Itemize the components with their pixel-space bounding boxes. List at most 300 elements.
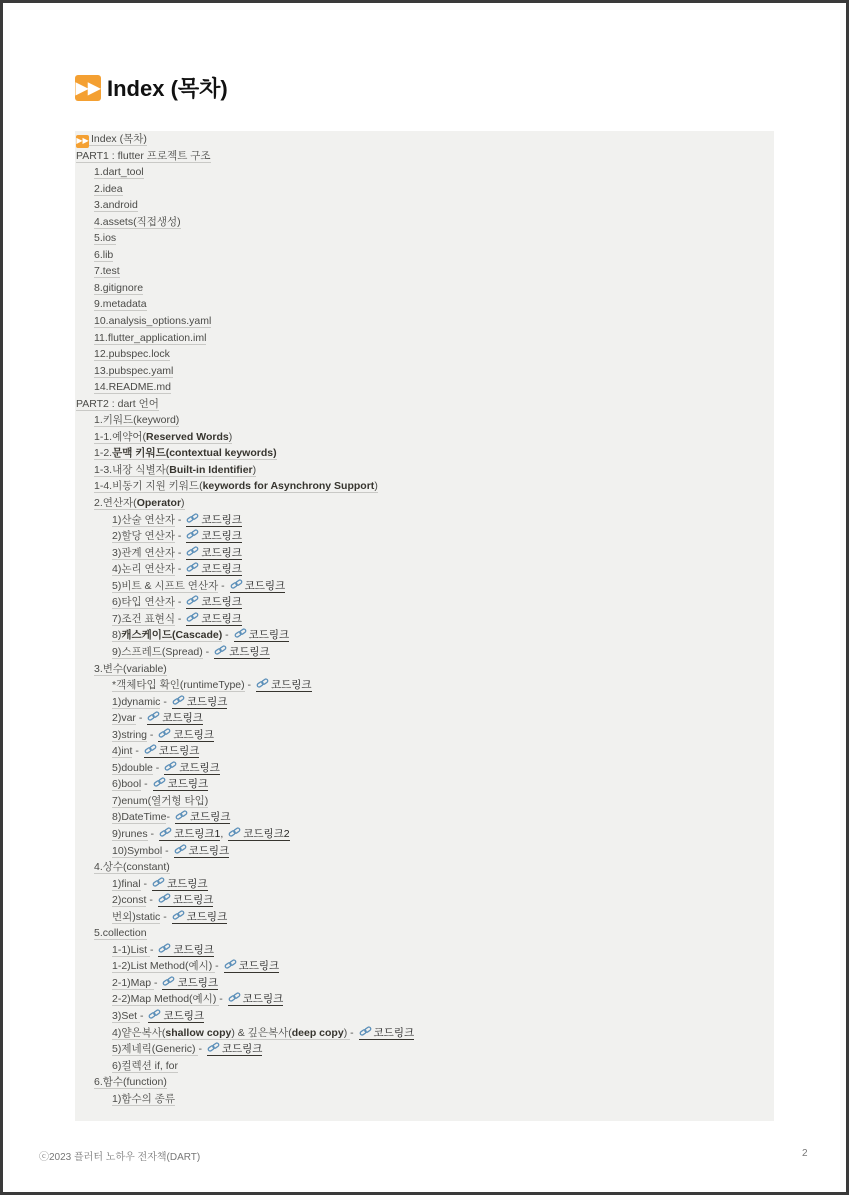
code-link-label: 코드링크 <box>173 728 214 741</box>
toc-item[interactable] <box>75 346 774 363</box>
toc-item-label: 6.lib <box>94 248 114 261</box>
toc-item[interactable] <box>75 826 774 843</box>
page-title <box>75 72 228 103</box>
code-link[interactable] <box>162 977 218 990</box>
toc-item[interactable] <box>75 627 774 644</box>
code-link-label: 코드링크 <box>201 596 242 609</box>
separator: - <box>222 629 232 642</box>
link-icon <box>172 695 185 706</box>
toc-item[interactable] <box>75 958 774 975</box>
link-icon <box>175 810 188 821</box>
toc-item-label: 2)const <box>112 894 147 907</box>
toc-item-link[interactable] <box>94 348 170 361</box>
fast-forward-icon: ▶▶ <box>75 75 101 101</box>
toc-item-link[interactable] <box>112 1027 350 1040</box>
code-link[interactable] <box>186 596 242 609</box>
toc-item[interactable] <box>75 296 774 313</box>
toc-item-label: 9)runes <box>112 827 148 840</box>
code-link[interactable] <box>234 629 290 642</box>
toc-item-label: 3)string <box>112 728 148 741</box>
toc-item-label: 2.연산자( <box>94 497 137 510</box>
link-icon <box>359 1026 372 1037</box>
toc-item-link[interactable] <box>112 894 146 907</box>
toc-item-label: 8) <box>112 629 122 642</box>
toc-item[interactable] <box>75 528 774 545</box>
separator: - <box>219 993 226 1006</box>
link-icon <box>214 645 227 656</box>
toc-item-suffix: ) <box>343 1026 351 1039</box>
toc-item-link[interactable] <box>76 150 211 163</box>
toc-item-link[interactable] <box>94 199 138 212</box>
toc-item-label: 1.키워드(keyword) <box>94 414 180 427</box>
toc-item-link[interactable] <box>112 762 153 775</box>
toc-item[interactable] <box>75 594 774 611</box>
separator: - <box>244 679 254 692</box>
separator: - <box>147 728 157 741</box>
code-link-label: 코드링크 <box>172 894 214 907</box>
toc-item[interactable] <box>75 925 774 942</box>
separator: - <box>174 530 185 543</box>
toc-item-label: 7)조건 표현식 <box>112 612 175 625</box>
code-link-label: 코드링크 <box>163 1009 205 1022</box>
toc-item[interactable] <box>75 396 774 413</box>
code-link-label: 코드링크1 <box>173 827 221 840</box>
footer-copyright: ⓒ2023 플러터 노하우 전자책(DART) <box>39 1152 201 1163</box>
code-link[interactable] <box>224 960 280 973</box>
toc-item-label: 1)함수의 종류 <box>112 1092 175 1105</box>
link-icon <box>158 728 171 739</box>
toc-item[interactable] <box>75 330 774 347</box>
code-link-label: 코드링크 <box>158 745 200 758</box>
separator: - <box>147 827 157 840</box>
separator: - <box>174 513 185 526</box>
toc-item-link[interactable] <box>94 431 232 444</box>
toc-item-label: 1-1)List <box>112 943 150 956</box>
separator: - <box>174 612 185 625</box>
link-icon <box>186 562 199 573</box>
toc-item-link[interactable] <box>112 878 141 891</box>
toc-item[interactable] <box>75 280 774 297</box>
toc-item-link[interactable] <box>94 315 211 328</box>
link-icon <box>174 844 187 855</box>
toc-item[interactable] <box>75 909 774 926</box>
toc-item-bold: Built-in Identifier <box>169 463 253 476</box>
page-number: 2 <box>802 1148 808 1159</box>
toc-item-suffix: ) <box>374 480 378 493</box>
code-link-label: 코드링크 <box>201 546 242 559</box>
toc-item-link[interactable] <box>94 166 144 179</box>
toc-item[interactable] <box>75 760 774 777</box>
toc-item-link[interactable] <box>112 960 215 973</box>
toc-item[interactable] <box>75 743 774 760</box>
code-link[interactable] <box>175 811 231 824</box>
link-icon <box>158 893 171 904</box>
toc-item-link[interactable] <box>112 911 160 924</box>
toc-item-link[interactable] <box>94 464 256 477</box>
toc-item-label: 2)var <box>112 712 136 725</box>
separator: - <box>174 546 185 559</box>
toc-item-link[interactable] <box>94 381 171 394</box>
code-link[interactable] <box>153 778 209 791</box>
code-link-label: 코드링크 <box>186 910 228 923</box>
toc-item-link[interactable] <box>112 613 175 626</box>
separator: - <box>174 563 185 576</box>
code-link-label: 코드링크 <box>173 943 214 956</box>
code-link[interactable] <box>214 646 270 659</box>
toc-item-label: 4)얕은복사( <box>112 1026 166 1039</box>
code-link[interactable] <box>186 613 242 626</box>
link-icon <box>162 976 175 987</box>
separator: - <box>135 712 146 725</box>
toc-item-label: 4)논리 연산자 <box>112 563 175 576</box>
toc-item-link[interactable] <box>112 1010 140 1023</box>
toc-item-label: 10)Symbol <box>112 844 163 857</box>
toc-item-suffix: ) <box>252 463 257 476</box>
toc-item-label: 13.pubspec.yaml <box>94 364 174 377</box>
toc-item-label: 2-1)Map <box>112 976 155 989</box>
toc-item-link[interactable] <box>94 282 143 295</box>
toc-item-label: 4.assets(직접생성) <box>94 215 181 228</box>
toc-item[interactable] <box>75 942 774 959</box>
toc-item[interactable] <box>75 379 774 396</box>
toc-item[interactable] <box>75 512 774 529</box>
toc-item-label: 5)비트 & 시프트 연산자 <box>112 579 219 592</box>
link-icon <box>228 827 241 838</box>
toc-item-label: 1-1.예약어( <box>94 430 147 443</box>
toc-item-link[interactable] <box>112 514 175 527</box>
toc-item-label: 3)관계 연산자 <box>112 546 175 559</box>
toc-item-label: 8)DateTime <box>112 811 167 824</box>
toc-item[interactable] <box>75 1091 774 1108</box>
toc-item[interactable] <box>75 478 774 495</box>
toc-item[interactable] <box>75 1058 774 1075</box>
toc-item-link[interactable] <box>112 712 136 725</box>
toc-item[interactable] <box>75 809 774 826</box>
link-icon <box>234 628 247 639</box>
toc-item[interactable] <box>75 429 774 446</box>
code-link-label: 코드링크 <box>244 579 286 592</box>
toc-item[interactable] <box>75 710 774 727</box>
separator: - <box>198 1043 205 1056</box>
separator: - <box>174 596 185 609</box>
link-icon <box>230 579 243 590</box>
toc-item-link[interactable] <box>112 530 175 543</box>
toc-item-link[interactable] <box>94 298 147 311</box>
toc-item-link[interactable] <box>94 265 120 278</box>
toc-item[interactable] <box>75 263 774 280</box>
link-icon <box>148 1009 161 1020</box>
code-link[interactable] <box>228 993 284 1006</box>
toc-item-link[interactable] <box>112 944 150 957</box>
toc-item-link[interactable] <box>112 1060 178 1073</box>
toc-item-link[interactable] <box>112 845 162 858</box>
toc-item-link[interactable] <box>112 629 222 642</box>
toc-item[interactable] <box>75 578 774 595</box>
code-link[interactable] <box>174 845 230 858</box>
toc-item-bold: shallow copy <box>165 1026 232 1039</box>
separator: - <box>140 877 150 890</box>
toc-item[interactable] <box>75 694 774 711</box>
toc-item[interactable] <box>75 843 774 860</box>
toc-item-link[interactable] <box>94 216 181 229</box>
link-icon <box>153 777 166 788</box>
link-icon <box>186 546 199 557</box>
code-link[interactable] <box>186 514 242 527</box>
toc-item-label: 5.collection <box>94 927 147 940</box>
toc-item-link[interactable] <box>112 679 245 692</box>
toc-item-link[interactable] <box>94 861 170 874</box>
link-icon <box>158 943 171 954</box>
code-link[interactable] <box>152 878 208 891</box>
toc-item-bold: Operator <box>136 497 182 510</box>
toc-item-suffix: ) & 깊은복사( <box>231 1026 292 1039</box>
code-link-label: 코드링크 <box>221 1043 263 1056</box>
code-link[interactable] <box>359 1027 415 1040</box>
toc-item-label: 6)컬렉션 if, for <box>112 1059 179 1072</box>
link-icon <box>256 678 269 689</box>
toc-item[interactable] <box>75 164 774 181</box>
link-icon <box>172 910 185 921</box>
toc-item-link[interactable] <box>112 547 175 560</box>
toc-item[interactable] <box>75 1041 774 1058</box>
code-link-label: 코드링크 <box>201 563 242 576</box>
toc-item[interactable] <box>75 313 774 330</box>
toc-item-link[interactable] <box>94 497 185 510</box>
toc-item[interactable] <box>75 230 774 247</box>
toc-item-label: 6.함수(function) <box>94 1076 167 1089</box>
toc-item-label: 1)final <box>112 877 141 890</box>
toc-item[interactable] <box>75 131 774 148</box>
code-link[interactable] <box>207 1043 263 1056</box>
code-link[interactable] <box>186 563 242 576</box>
toc-item-label: 번외)static <box>112 910 161 923</box>
toc-item-link[interactable] <box>76 133 147 146</box>
toc-item-link[interactable] <box>94 1076 167 1089</box>
toc-item-bold: keywords for Asynchrony Support <box>202 480 375 493</box>
toc-item-link[interactable] <box>112 596 175 609</box>
code-link[interactable] <box>230 580 286 593</box>
toc-item[interactable] <box>75 611 774 628</box>
code-link-label: 코드링크 <box>242 993 284 1006</box>
toc-item[interactable] <box>75 445 774 462</box>
toc-item[interactable] <box>75 214 774 231</box>
code-link[interactable] <box>172 696 228 709</box>
link-icon <box>159 827 172 838</box>
toc-item[interactable] <box>75 661 774 678</box>
code-link[interactable] <box>158 729 214 742</box>
link-icon <box>144 744 157 755</box>
toc-item-link[interactable] <box>112 563 175 576</box>
toc-item-link[interactable] <box>112 745 132 758</box>
toc-item[interactable] <box>75 859 774 876</box>
code-link-label: 코드링크 <box>201 612 242 625</box>
code-link-label: 코드링크 <box>166 877 208 890</box>
toc-item[interactable] <box>75 975 774 992</box>
toc-item-label: 11.flutter_application.iml <box>94 331 207 344</box>
separator: - <box>215 960 222 973</box>
toc-item[interactable] <box>75 1025 774 1042</box>
toc-item-label: 2)할당 연산자 <box>112 530 175 543</box>
separator: - <box>132 745 142 758</box>
toc-item[interactable] <box>75 1008 774 1025</box>
toc-item-link[interactable] <box>112 977 154 990</box>
toc-item-label: 1-2. <box>94 447 113 460</box>
toc-item-label: 1)산술 연산자 <box>112 513 175 526</box>
link-icon <box>186 529 199 540</box>
separator: - <box>202 645 213 658</box>
code-link-label: 코드링크 <box>177 976 219 989</box>
separator: - <box>218 579 228 592</box>
toc-item-label: 14.README.md <box>94 381 172 394</box>
separator: - <box>160 910 170 923</box>
toc-item[interactable] <box>75 462 774 479</box>
toc-item-label: 5)제네릭(Generic) <box>112 1043 199 1056</box>
toc-item-link[interactable] <box>112 1093 175 1106</box>
code-link[interactable] <box>158 894 214 907</box>
toc-item[interactable] <box>75 991 774 1008</box>
fast-forward-icon: ▶▶ <box>76 135 89 148</box>
toc-item[interactable] <box>75 727 774 744</box>
toc-item-label: 9)스프레드(Spread) <box>112 645 203 658</box>
toc-item[interactable] <box>75 876 774 893</box>
separator: - <box>350 1026 357 1039</box>
toc-item-link[interactable] <box>94 447 277 460</box>
toc-item-link[interactable] <box>94 663 167 676</box>
separator: - <box>140 1009 147 1022</box>
code-link[interactable] <box>172 911 228 924</box>
code-link[interactable] <box>144 745 200 758</box>
toc-item-link[interactable] <box>76 398 159 411</box>
toc-item-bold: deep copy <box>291 1026 344 1039</box>
toc-item-link[interactable] <box>112 795 208 808</box>
separator: - <box>149 943 157 956</box>
code-link[interactable] <box>147 712 203 725</box>
toc-item-link[interactable] <box>112 811 166 824</box>
toc-item-link[interactable] <box>94 414 179 427</box>
toc-item-link[interactable] <box>112 993 219 1006</box>
toc-item[interactable] <box>75 247 774 264</box>
toc-item-label: PART1 : flutter 프로젝트 구조 <box>76 149 211 162</box>
separator: - <box>152 761 163 774</box>
toc-item-label: 4)int <box>112 745 133 758</box>
toc-item-label: 1-3.내장 식별자( <box>94 463 170 476</box>
code-link[interactable] <box>164 762 220 775</box>
toc-item-label: 10.analysis_options.yaml <box>94 315 212 328</box>
toc-item[interactable] <box>75 644 774 661</box>
code-link-label: 코드링크 <box>270 679 312 692</box>
code-link[interactable] <box>148 1010 204 1023</box>
toc-item[interactable] <box>75 363 774 380</box>
link-icon <box>186 513 199 524</box>
toc-item-link[interactable] <box>112 696 160 709</box>
toc-item[interactable] <box>75 181 774 198</box>
toc-item[interactable] <box>75 892 774 909</box>
toc-item[interactable] <box>75 677 774 694</box>
toc-item-link[interactable] <box>94 332 206 345</box>
toc-item-label: 3.android <box>94 199 138 212</box>
toc-item-link[interactable] <box>112 828 148 841</box>
link-icon <box>186 612 199 623</box>
link-icon <box>164 761 177 772</box>
code-link-label: 코드링크2 <box>243 827 290 840</box>
toc-item-link[interactable] <box>112 580 218 593</box>
code-link[interactable] <box>158 944 214 957</box>
toc-item-label: 3.변수(variable) <box>94 662 167 675</box>
toc-item-link[interactable] <box>94 365 173 378</box>
link-icon <box>186 595 199 606</box>
toc-item-suffix: ) <box>228 430 233 443</box>
toc-item-label: 9.metadata <box>94 298 147 311</box>
code-link[interactable] <box>186 530 242 543</box>
code-link-label: 코드링크 <box>373 1026 415 1039</box>
link-icon <box>207 1042 220 1053</box>
toc-item[interactable] <box>75 1074 774 1091</box>
toc-item-label: 4.상수(constant) <box>94 861 170 874</box>
toc-item-label: PART2 : dart 언어 <box>76 397 159 410</box>
toc-item-label: 3)Set <box>112 1009 141 1022</box>
separator: - <box>154 976 161 989</box>
toc-item[interactable] <box>75 561 774 578</box>
code-link-label: 코드링크 <box>186 695 228 708</box>
toc-item[interactable] <box>75 495 774 512</box>
code-link[interactable] <box>256 679 312 692</box>
toc-item-link[interactable] <box>94 183 123 196</box>
toc-item-link[interactable] <box>112 646 203 659</box>
code-link[interactable] <box>186 547 242 560</box>
toc-item-label: 7.test <box>94 265 120 278</box>
toc-item[interactable] <box>75 545 774 562</box>
toc-item[interactable] <box>75 197 774 214</box>
separator: - <box>141 778 151 791</box>
toc-item-bold: 문맥 키워드(contextual keywords) <box>112 447 277 460</box>
link-icon <box>152 877 165 888</box>
link-icon <box>228 992 241 1003</box>
toc-item-label: 6)bool <box>112 778 142 791</box>
toc-item-bold: Reserved Words <box>146 430 229 443</box>
toc-item-link[interactable] <box>112 778 141 791</box>
code-link-label: 코드링크 <box>248 629 290 642</box>
code-link-label: 코드링크 <box>201 513 242 526</box>
table-of-contents <box>75 131 774 1121</box>
toc-item-label: 8.gitignore <box>94 281 144 294</box>
code-link[interactable] <box>228 828 289 841</box>
toc-item-label: 1-2)List Method(예시) <box>112 960 216 973</box>
code-link-label: 코드링크 <box>162 712 203 725</box>
toc-item[interactable] <box>75 793 774 810</box>
code-link-label: 코드링크 <box>189 811 231 824</box>
toc-item[interactable] <box>75 148 774 165</box>
toc-item-link[interactable] <box>94 927 147 940</box>
code-link[interactable] <box>159 828 220 841</box>
separator: - <box>162 844 172 857</box>
toc-item-label: 5.ios <box>94 232 117 245</box>
toc-item-label: 6)타입 연산자 <box>112 596 175 609</box>
code-link-label: 코드링크 <box>167 778 209 791</box>
toc-item[interactable] <box>75 412 774 429</box>
code-link-label: 코드링크 <box>188 844 230 857</box>
toc-item[interactable] <box>75 776 774 793</box>
toc-item-link[interactable] <box>94 249 113 262</box>
toc-item-link[interactable] <box>112 729 147 742</box>
separator: , <box>220 827 227 840</box>
toc-item-link[interactable] <box>94 480 378 493</box>
toc-item-link[interactable] <box>94 232 116 245</box>
toc-item-link[interactable] <box>112 1043 198 1056</box>
toc-item-label: 2-2)Map Method(예시) <box>112 993 220 1006</box>
toc-item-label: Index (목차) <box>91 133 147 145</box>
separator: - <box>166 811 173 824</box>
code-link-label: 코드링크 <box>201 530 242 543</box>
